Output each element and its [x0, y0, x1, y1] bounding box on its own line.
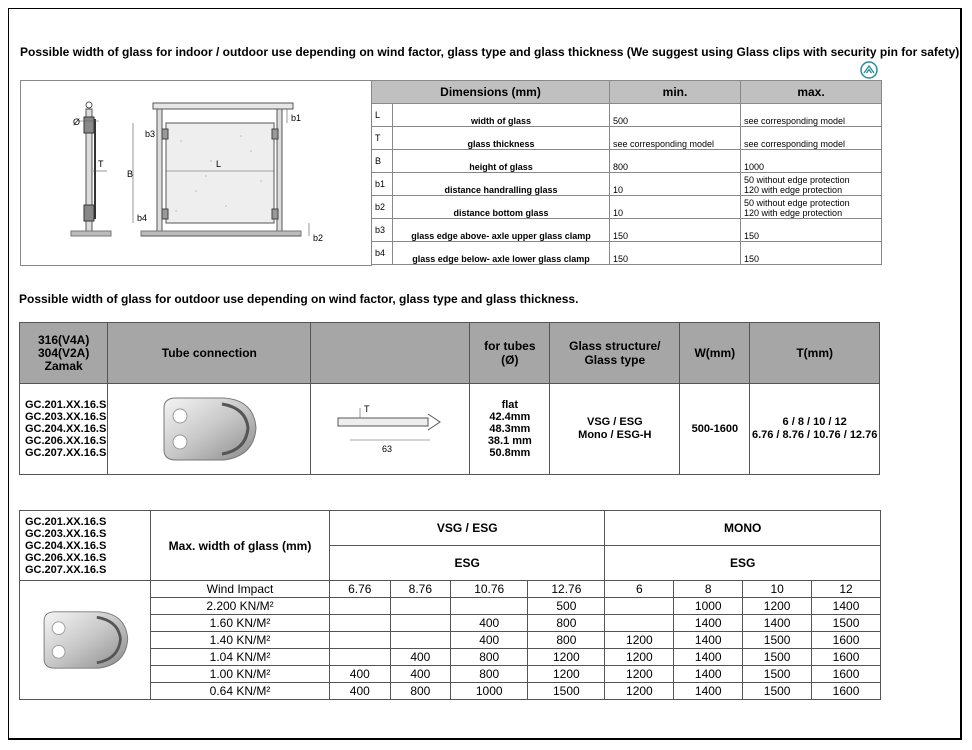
thickness-header: 12: [812, 581, 881, 598]
product-table: [19, 322, 880, 475]
dims-header-dimensions: Dimensions (mm): [372, 81, 610, 104]
wind-value: 1500: [743, 632, 812, 649]
wind-value: 1600: [812, 649, 881, 666]
thickness-header: 10.76: [451, 581, 528, 598]
dims-max: 150: [741, 219, 882, 242]
wind-value: 1200: [528, 666, 605, 683]
esg-right-header: ESG: [605, 546, 881, 581]
wind-value: [330, 615, 391, 632]
diagram-label-B: B: [127, 169, 134, 179]
dims-max: 1000: [741, 150, 882, 173]
dims-row: [372, 173, 882, 196]
diagram-label-b2: b2: [313, 233, 324, 243]
wind-value: 1400: [674, 649, 743, 666]
wind-value: [390, 598, 451, 615]
diagram-label-b1: b1: [291, 113, 302, 123]
wind-value: 500: [528, 598, 605, 615]
dims-min: 500: [610, 104, 741, 127]
dims-description: distance bottom glass: [393, 196, 610, 219]
wind-value: 1400: [674, 666, 743, 683]
header-width: W(mm): [680, 323, 750, 384]
dims-min: see corresponding model: [610, 127, 741, 150]
dims-symbol: b2: [372, 196, 393, 219]
wind-value: 1500: [743, 649, 812, 666]
wind-value: 1000: [451, 683, 528, 700]
thickness-header: 10: [743, 581, 812, 598]
wind-value: 1500: [528, 683, 605, 700]
header-thickness: T(mm): [750, 323, 880, 384]
dims-header-min: min.: [610, 81, 741, 104]
max-width-label: Max. width of glass (mm): [151, 511, 330, 581]
dims-symbol: b1: [372, 173, 393, 196]
dims-min: 10: [610, 196, 741, 219]
thickness-header: 6.76: [330, 581, 391, 598]
wind-value: [451, 598, 528, 615]
heading-indoor-outdoor: Possible width of glass for indoor / outdoor use depending on wind factor, glass type and glass thickness (We suggest using Glass clips with security pin for safety): [20, 45, 960, 59]
wind-value: 1500: [743, 666, 812, 683]
wind-value: 1600: [812, 632, 881, 649]
wind-clamp-image: [20, 581, 151, 700]
wind-value: [330, 598, 391, 615]
glass-structure-values: VSG / ESG Mono / ESG-H: [550, 384, 680, 475]
product-codes: GC.201.XX.16.S GC.203.XX.16.S GC.204.XX.16.S GC.206.XX.16.S GC.207.XX.16.S: [20, 384, 108, 475]
wind-load: 1.04 KN/M²: [151, 649, 330, 666]
thickness-header: 8.76: [390, 581, 451, 598]
dims-description: glass edge above- axle upper glass clamp: [393, 219, 610, 242]
wind-load: 0.64 KN/M²: [151, 683, 330, 700]
wind-value: 1500: [812, 615, 881, 632]
wind-value: 400: [390, 649, 451, 666]
dims-max: 150: [741, 242, 882, 265]
wind-value: 1200: [605, 632, 674, 649]
thickness-header: 8: [674, 581, 743, 598]
dims-symbol: T: [372, 127, 393, 150]
wind-value: 800: [451, 666, 528, 683]
wind-value: 1400: [674, 615, 743, 632]
diagram-label-phi: Ø: [73, 117, 81, 127]
diagram-label-T: T: [98, 159, 104, 169]
dims-header-max: max.: [741, 81, 882, 104]
dims-row: [372, 150, 882, 173]
dims-symbol: L: [372, 104, 393, 127]
mono-header: MONO: [605, 511, 881, 546]
vsg-esg-header: VSG / ESG: [330, 511, 605, 546]
wind-value: 400: [390, 666, 451, 683]
railing-dimension-diagram: [20, 80, 372, 266]
dims-symbol: B: [372, 150, 393, 173]
wind-value: 800: [528, 615, 605, 632]
dims-symbol: b4: [372, 242, 393, 265]
dims-min: 150: [610, 219, 741, 242]
wind-value: 1600: [812, 666, 881, 683]
dims-row: [372, 242, 882, 265]
wind-load: 2.200 KN/M²: [151, 598, 330, 615]
dims-description: glass thickness: [393, 127, 610, 150]
wind-value: 1200: [605, 649, 674, 666]
wind-load: 1.40 KN/M²: [151, 632, 330, 649]
dims-min: 800: [610, 150, 741, 173]
esg-left-header: ESG: [330, 546, 605, 581]
wind-value: 800: [528, 632, 605, 649]
clamp-section-drawing: [311, 384, 470, 475]
dims-symbol: b3: [372, 219, 393, 242]
wind-value: 400: [330, 666, 391, 683]
dims-max: 50 without edge protection 120 with edge protection: [741, 173, 882, 196]
tube-sizes: flat 42.4mm 48.3mm 38.1 mm 50.8mm: [470, 384, 550, 475]
dims-max: see corresponding model: [741, 104, 882, 127]
wind-value: 1200: [605, 666, 674, 683]
header-glass-structure: Glass structure/ Glass type: [550, 323, 680, 384]
wind-value: 1400: [812, 598, 881, 615]
wind-value: [330, 632, 391, 649]
wind-value: 400: [330, 683, 391, 700]
wind-value: 1400: [674, 632, 743, 649]
wind-value: 1200: [528, 649, 605, 666]
wind-value: 800: [390, 683, 451, 700]
wind-value: 400: [451, 632, 528, 649]
wind-impact-table: [19, 510, 881, 700]
wind-value: 1500: [743, 683, 812, 700]
thickness-header: 12.76: [528, 581, 605, 598]
dims-description: width of glass: [393, 104, 610, 127]
thickness-values: 6 / 8 / 10 / 12 6.76 / 8.76 / 10.76 / 12.76: [750, 384, 880, 475]
dims-max: 50 without edge protection 120 with edge protection: [741, 196, 882, 219]
wind-value: [605, 598, 674, 615]
wind-value: [390, 615, 451, 632]
header-material: 316(V4A) 304(V2A) Zamak: [20, 323, 108, 384]
header-tube-connection: Tube connection: [108, 323, 311, 384]
diagram-label-b4: b4: [137, 213, 148, 223]
wind-value: 1400: [674, 683, 743, 700]
header-drawing: [311, 323, 470, 384]
dims-min: 150: [610, 242, 741, 265]
dimensions-table: [371, 80, 882, 265]
thickness-header: 6: [605, 581, 674, 598]
dims-row: [372, 127, 882, 150]
dims-max: see corresponding model: [741, 127, 882, 150]
wind-load: 1.60 KN/M²: [151, 615, 330, 632]
wind-value: [330, 649, 391, 666]
diagram-label-b3: b3: [145, 129, 156, 139]
glass-clamp-image: [108, 384, 311, 475]
dims-description: glass edge below- axle lower glass clamp: [393, 242, 610, 265]
header-for-tubes: for tubes (Ø): [470, 323, 550, 384]
wind-value: [390, 632, 451, 649]
dims-min: 10: [610, 173, 741, 196]
drawing-label-T: T: [364, 403, 370, 414]
wind-value: 1200: [743, 598, 812, 615]
wind-value: 1200: [605, 683, 674, 700]
dims-row: [372, 104, 882, 127]
dims-description: distance handralling glass: [393, 173, 610, 196]
diagram-label-L: L: [216, 159, 222, 169]
wind-value: 1600: [812, 683, 881, 700]
wind-value: 1400: [743, 615, 812, 632]
wind-load: 1.00 KN/M²: [151, 666, 330, 683]
wind-product-codes: GC.201.XX.16.S GC.203.XX.16.S GC.204.XX.16.S GC.206.XX.16.S GC.207.XX.16.S: [20, 511, 151, 581]
wind-value: 400: [451, 615, 528, 632]
wind-value: 800: [451, 649, 528, 666]
brand-logo-icon: [860, 61, 878, 79]
wind-value: [605, 615, 674, 632]
dims-description: height of glass: [393, 150, 610, 173]
wind-value: 1000: [674, 598, 743, 615]
dims-row: [372, 219, 882, 242]
heading-outdoor: Possible width of glass for outdoor use depending on wind factor, glass type and glass thickness.: [19, 292, 579, 306]
width-value: 500-1600: [680, 384, 750, 475]
dims-row: [372, 196, 882, 219]
drawing-label-dim: 63: [382, 443, 393, 454]
wind-impact-label: Wind Impact: [151, 581, 330, 598]
